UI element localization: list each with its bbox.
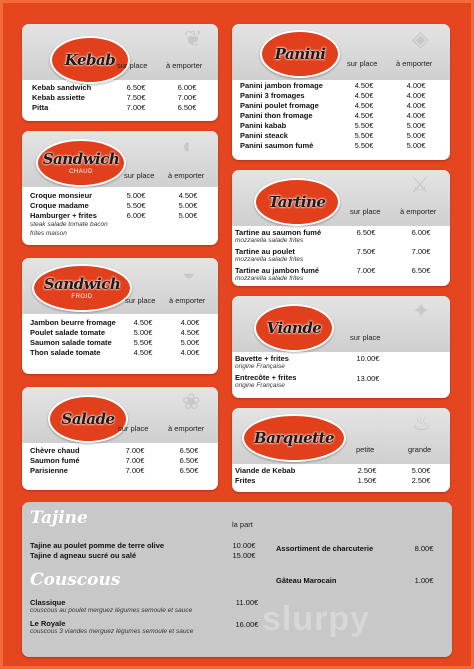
item-name: Pitta [32,103,49,112]
knife-icon: ⚔ [410,172,430,197]
extra-item-price: 8.00€ [414,544,434,553]
price-sur-place: 7.00€ [125,456,145,465]
price-emporter: 5.00€ [178,201,198,210]
wrap-icon: ◒ [182,260,196,285]
price-sur-place: 4.50€ [133,318,153,327]
item-name: Panini jambon fromage [240,81,323,90]
sandwich-icon: ◐ [182,133,196,158]
item-name: Entrecôte + frites [235,373,297,382]
price-sur-place: 4.50€ [354,91,374,100]
salade-title: Salade [61,409,115,428]
salade-badge [48,395,128,443]
item-description: frites maison [30,230,67,237]
price-grande: 5.00€ [411,466,431,475]
price-petite: 2.50€ [357,466,377,475]
header-sur-place: sur place [350,207,381,216]
panini-badge [260,30,340,78]
menu-row [232,121,450,131]
salade-card [22,387,218,490]
salad-bowl-icon: ❀ [182,389,201,414]
couscous-item-name: Classique [30,598,66,607]
menu-row [22,103,218,113]
tajine-title: Tajine [30,508,88,528]
item-description: mozzarella salade frites [235,256,304,263]
kebab-badge [50,36,130,84]
item-name: Bavette + frites [235,354,289,363]
header-a-emporter: à emporter [168,424,205,433]
menu-row [22,318,218,328]
sandwich-froid-subtitle: FROID [71,293,93,300]
price-emporter: 4.50€ [178,191,198,200]
menu-row [22,328,218,338]
couscous-item-price: 11.00€ [235,598,259,607]
tajine-item-name: Tajine d agneau sucré ou salé [30,551,137,560]
menu-row [232,91,450,101]
item-name: Viande de Kebab [235,466,296,475]
tajine-item-price: 10.00€ [232,541,256,550]
tartine-title: Tartine [268,192,326,211]
extra-item-price: 1.00€ [414,576,434,585]
header-sur-place: sur place [350,333,381,342]
price-emporter: 6.50€ [179,456,199,465]
menu-row [22,456,218,466]
sandwich-chaud-card [22,131,218,245]
price-emporter: 5.00€ [406,141,426,150]
item-name: Croque monsieur [30,191,93,200]
extra-item-name: Gâteau Marocain [276,576,337,585]
menu-row [232,101,450,111]
item-description: origine Française [235,382,285,389]
price-sur-place: 5.50€ [354,141,374,150]
menu-row [232,466,450,476]
price-sur-place: 13.00€ [356,374,380,383]
sandwich-froid-card [22,258,218,374]
item-name: Panini poulet fromage [240,101,319,110]
price-emporter: 4.00€ [406,111,426,120]
header-grande: grande [408,445,432,454]
price-emporter: 6.50€ [179,446,199,455]
item-name: Saumon fumé [30,456,80,465]
header-sur-place: sur place [125,296,156,305]
menu-row [22,201,218,211]
price-emporter: 6.50€ [411,266,431,275]
header-sur-place: sur place [347,59,378,68]
item-name: Tartine au poulet [235,247,295,256]
price-emporter: 7.00€ [411,247,431,256]
price-sur-place: 5.50€ [354,121,374,130]
price-emporter: 6.50€ [177,103,197,112]
item-name: Jambon beurre fromage [30,318,116,327]
kebab-title: Kebab [64,50,116,69]
menu-row [22,191,218,201]
price-sur-place: 7.00€ [126,103,146,112]
item-name: Tartine au saumon fumé [235,228,322,237]
fries-icon: ♨ [412,410,432,435]
viande-title: Viande [266,318,322,337]
extra-item-name: Assortiment de charcuterie [276,544,374,553]
item-name: Panini 3 fromages [240,91,305,100]
tartine-badge [254,178,340,226]
viande-card [232,296,450,398]
item-name: Panini thon fromage [240,111,313,120]
price-sur-place: 4.50€ [354,81,374,90]
menu-row [22,211,218,221]
sandwich-chaud-subtitle: CHAUD [69,168,93,175]
price-emporter: 4.00€ [406,91,426,100]
sandwich-froid-title: Sandwich [43,274,121,293]
header-a-emporter: à emporter [396,59,433,68]
panini-icon: ◈ [412,26,429,51]
price-sur-place: 7.50€ [126,93,146,102]
price-sur-place: 7.00€ [125,466,145,475]
menu-row [22,348,218,358]
item-name: Chèvre chaud [30,446,80,455]
item-description: origine Française [235,363,285,370]
item-description: steak salade tomate bacon [30,221,108,228]
price-emporter: 5.00€ [178,211,198,220]
header-a-emporter: à emporter [169,296,206,305]
price-emporter: 4.00€ [406,81,426,90]
price-sur-place: 5.00€ [133,328,153,337]
price-sur-place: 6.00€ [126,211,146,220]
menu-row [22,466,218,476]
price-sur-place: 5.50€ [126,201,146,210]
price-emporter: 4.00€ [180,318,200,327]
item-name: Saumon salade tomate [30,338,112,347]
item-name: Frites [235,476,256,485]
price-sur-place: 10.00€ [356,354,380,363]
item-description: mozzarella salade frites [235,275,304,282]
menu-row [232,141,450,151]
item-name: Hamburger + frites [30,211,97,220]
sandwich-chaud-title: Sandwich [42,149,120,168]
price-grande: 2.50€ [411,476,431,485]
couscous-item-name: Le Royale [30,619,66,628]
panini-card [232,24,450,160]
couscous-item-price: 16.00€ [235,620,259,629]
item-name: Tartine au jambon fumé [235,266,320,275]
price-sur-place: 7.00€ [356,266,376,275]
price-emporter: 5.00€ [180,338,200,347]
price-petite: 1.50€ [357,476,377,485]
item-description: mozzarella salade frites [235,237,304,244]
price-emporter: 6.50€ [179,466,199,475]
couscous-title: Couscous [30,570,121,590]
meat-icon: ✦ [412,298,431,323]
header-sur-place: sur place [117,61,148,70]
header-sur-place: sur place [124,171,155,180]
price-sur-place: 5.00€ [126,191,146,200]
couscous-item-description: couscous 3 viandes merguez légumes semoule et sauce [30,628,194,635]
price-sur-place: 4.50€ [133,348,153,357]
tajine-couscous-panel [22,502,452,657]
menu-row [232,81,450,91]
header-a-emporter: à emporter [400,207,437,216]
item-name: Poulet salade tomate [30,328,106,337]
item-name: Panini kabab [240,121,287,130]
header-a-emporter: à emporter [166,61,203,70]
price-emporter: 5.00€ [406,121,426,130]
menu-row [232,131,450,141]
price-sur-place: 6.50€ [356,228,376,237]
price-emporter: 4.50€ [180,328,200,337]
item-name: Parisienne [30,466,68,475]
price-emporter: 6.00€ [411,228,431,237]
item-name: Kebab assiette [32,93,85,102]
kebab-card [22,24,218,121]
price-sur-place: 7.00€ [125,446,145,455]
item-name: Panini saumon fumé [240,141,314,150]
price-sur-place: 5.50€ [133,338,153,347]
panini-title: Panini [274,44,326,63]
item-name: Thon salade tomate [30,348,101,357]
price-sur-place: 6.50€ [126,83,146,92]
header-la-part: la part [232,520,253,529]
cone-icon: ❦ [184,26,203,51]
menu-row [22,338,218,348]
menu-row [22,83,218,93]
barquette-card [232,408,450,492]
item-name: Croque madame [30,201,89,210]
item-name: Kebab sandwich [32,83,92,92]
tartine-card [232,170,450,286]
tajine-item-name: Tajine au poulet pomme de terre olive [30,541,165,550]
price-emporter: 4.00€ [180,348,200,357]
price-emporter: 5.00€ [406,131,426,140]
price-emporter: 6.00€ [177,83,197,92]
price-sur-place: 5.50€ [354,131,374,140]
sandwich-chaud-badge [36,139,126,187]
price-sur-place: 4.50€ [354,111,374,120]
menu-row [22,446,218,456]
menu-row [232,476,450,486]
header-a-emporter: à emporter [168,171,205,180]
menu-row [232,111,450,121]
header-sur-place: sur place [118,424,149,433]
price-emporter: 7.00€ [177,93,197,102]
header-petite: petite [356,445,375,454]
sandwich-froid-badge [32,264,132,312]
slurpy-watermark: slurpy [262,600,371,638]
item-name: Panini steack [240,131,288,140]
price-sur-place: 7.50€ [356,247,376,256]
price-emporter: 4.00€ [406,101,426,110]
barquette-title: Barquette [253,428,335,447]
price-sur-place: 4.50€ [354,101,374,110]
barquette-badge [242,414,346,462]
couscous-item-description: couscous au poulet merguez légumes semoule et sauce [30,607,193,614]
menu-row [22,93,218,103]
viande-badge [254,304,334,352]
tajine-item-price: 15.00€ [232,551,256,560]
